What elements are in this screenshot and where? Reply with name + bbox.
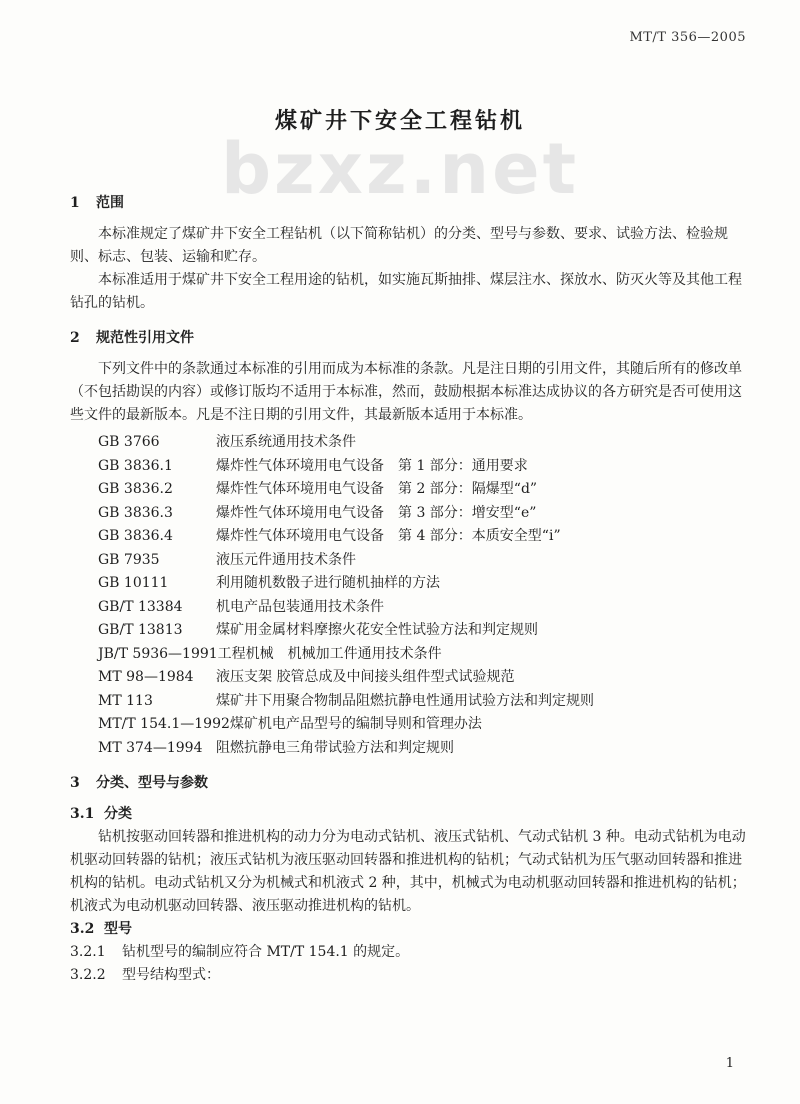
clause-number: 3.2.1 [70, 944, 106, 960]
reference-item [98, 596, 750, 620]
reference-item [98, 431, 750, 455]
reference-code: GB 3836.3 [98, 504, 173, 521]
reference-title: 爆炸性气体环境用电气设备 第 2 部分：隔爆型“d” [216, 481, 538, 497]
subsection-number: 3.2 [70, 921, 95, 937]
reference-title: 煤矿机电产品型号的编制导则和管理办法 [229, 716, 482, 732]
reference-code: GB 7935 [98, 551, 160, 568]
standard-code: MT/T 356—2005 [629, 30, 746, 45]
reference-title: 爆炸性气体环境用电气设备 第 4 部分：本质安全型“i” [216, 528, 561, 544]
reference-code: GB 3836.1 [98, 457, 173, 474]
section-heading [70, 327, 750, 350]
clause-number: 3.2.2 [70, 967, 106, 983]
reference-title: 工程机械 机械加工件通用技术条件 [217, 645, 442, 662]
reference-title: 爆炸性气体环境用电气设备 第 3 部分：增安型“e” [216, 504, 537, 521]
clause-text: 钻机型号的编制应符合 MT/T 154.1 的规定。 [122, 944, 410, 960]
reference-item [98, 502, 750, 526]
paragraph: 本标准规定了煤矿井下安全工程钻机（以下简称钻机）的分类、型号与参数、要求、试验方法、检验规则、标志、包装、运输和贮存。 [70, 226, 728, 265]
section-title: 分类、型号与参数 [96, 775, 208, 791]
reference-code: MT/T 154.1—1992 [98, 716, 230, 732]
reference-item [98, 666, 750, 690]
subsection-heading [70, 803, 750, 826]
reference-title: 机电产品包装通用技术条件 [216, 598, 384, 615]
reference-title: 爆炸性气体环境用电气设备 第 1 部分：通用要求 [216, 457, 528, 474]
subsection-title: 分类 [104, 806, 132, 822]
reference-title: 液压支架 胶管总成及中间接头组件型式试验规范 [216, 669, 515, 685]
reference-item [98, 455, 750, 479]
document-title: 煤矿井下安全工程钻机 [274, 108, 525, 134]
subsection-title: 型号 [104, 921, 132, 937]
reference-code: GB/T 13384 [98, 598, 183, 615]
subsection-heading [70, 918, 750, 941]
watermark: bzxz.net [220, 128, 580, 210]
section-number: 1 [70, 195, 80, 211]
reference-item [98, 737, 750, 761]
reference-code: GB 3766 [98, 434, 160, 450]
section-heading [70, 772, 750, 795]
section-number: 3 [70, 775, 80, 791]
reference-code: GB 3836.4 [98, 528, 173, 544]
clause-text: 型号结构型式： [122, 967, 220, 983]
reference-item [98, 525, 750, 549]
reference-code: JB/T 5936—1991 [98, 645, 218, 662]
section-title: 范围 [96, 195, 124, 211]
reference-title: 液压元件通用技术条件 [216, 551, 356, 568]
reference-title: 煤矿井下用聚合物制品阻燃抗静电性通用试验方法和判定规则 [216, 692, 594, 709]
document-body [70, 192, 750, 987]
paragraph: 下列文件中的条款通过本标准的引用而成为本标准的条款。凡是注日期的引用文件，其随后所有的修改单（不包括勘误的内容）或修订版均不适用于本标准，然而，鼓励根据本标准达成协议的各方研究是否可使用这些文件的最新版本。凡是不注日期的引用文件，其最新版本适用于本标准。 [70, 361, 742, 423]
reference-code: MT 374—1994 [98, 739, 203, 756]
section-heading [70, 192, 750, 215]
reference-item [98, 690, 750, 714]
reference-code: GB 3836.2 [98, 481, 173, 497]
reference-item [98, 643, 750, 667]
page-number: 1 [725, 1056, 734, 1071]
reference-title: 煤矿用金属材料摩擦火花安全性试验方法和判定规则 [216, 622, 538, 638]
clause [70, 941, 750, 964]
reference-code: MT 113 [98, 692, 153, 709]
reference-item [98, 572, 750, 596]
section-title: 规范性引用文件 [96, 330, 194, 346]
reference-item [98, 549, 750, 573]
subsection-number: 3.1 [70, 806, 95, 822]
paragraph: 钻机按驱动回转器和推进机构的动力分为电动式钻机、液压式钻机、气动式钻机 3 种。电动式钻机为电动机驱动回转器的钻机；液压式钻机为液压驱动回转器和推进机构的钻机；气动式钻机为压气驱动回转器和推进机构的钻机。电动式钻机又分为机械式和机液式 2 种，其中，机械式为电动机驱动回转器和推进机构的钻机；机液式为电动机驱动回转器、液压驱动推进机构的钻机。 [70, 829, 746, 914]
reference-title: 阻燃抗静电三角带试验方法和判定规则 [216, 739, 454, 756]
paragraph: 本标准适用于煤矿井下安全工程用途的钻机，如实施瓦斯抽排、煤层注水、探放水、防灭火等及其他工程钻孔的钻机。 [70, 272, 742, 311]
reference-code: GB/T 13813 [98, 622, 183, 638]
reference-item [98, 713, 750, 737]
reference-code: MT 98—1984 [98, 669, 194, 685]
reference-list [70, 431, 750, 760]
reference-code: GB 10111 [98, 575, 169, 591]
clause [70, 964, 750, 987]
section-number: 2 [70, 330, 80, 346]
reference-title: 利用随机数骰子进行随机抽样的方法 [216, 575, 440, 591]
reference-item [98, 619, 750, 643]
reference-item [98, 478, 750, 502]
reference-title: 液压系统通用技术条件 [216, 434, 356, 450]
